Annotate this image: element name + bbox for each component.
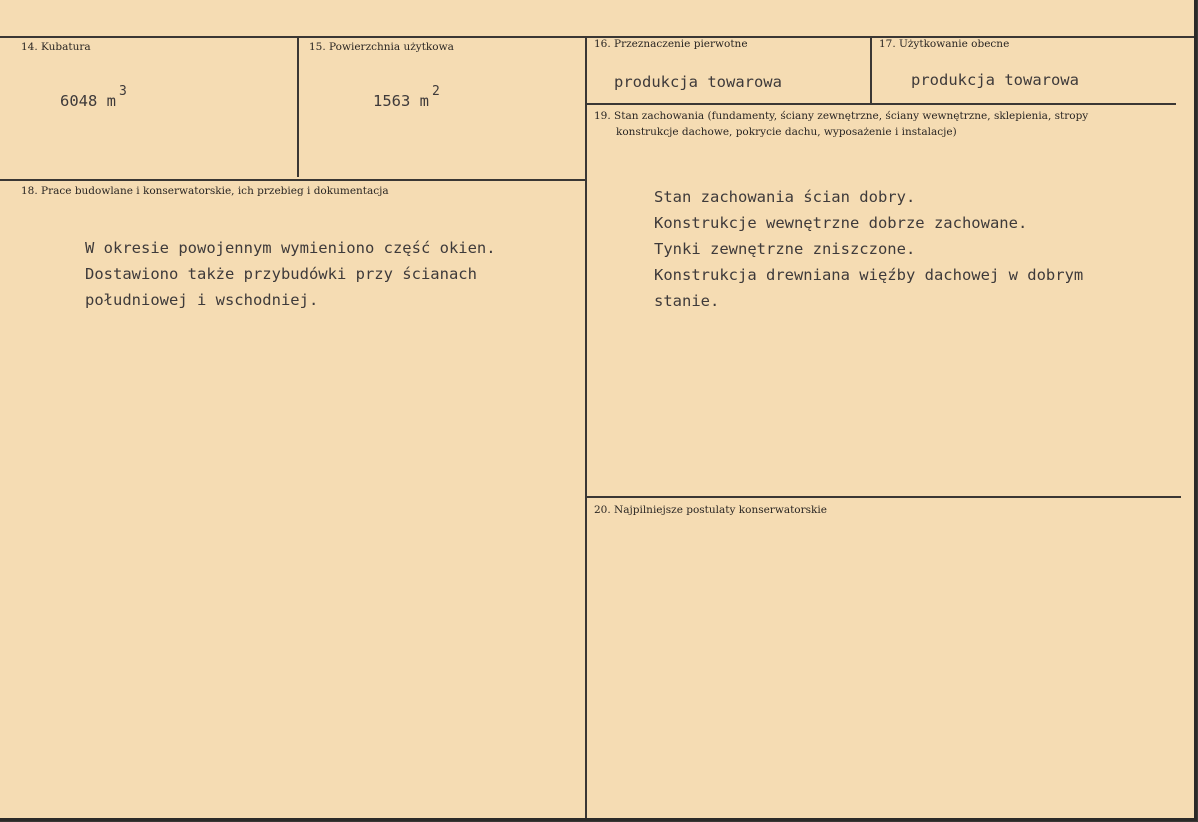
field-16-label: 16. Przeznaczenie pierwotne xyxy=(594,38,748,50)
field-18-line: W okresie powojennym wymieniono część okien. xyxy=(85,239,496,257)
field-19-line: Konstrukcja drewniana więźby dachowej w dobrym xyxy=(654,266,1084,284)
divider-row1-right xyxy=(586,103,1176,105)
field-20-label: 20. Najpilniejsze postulaty konserwatorskie xyxy=(594,504,827,516)
field-17-value: produkcja towarowa xyxy=(911,71,1079,89)
field-14-number: 6048 m xyxy=(60,92,116,110)
field-18-line: południowej i wschodniej. xyxy=(85,291,319,309)
divider-16-17 xyxy=(870,37,872,103)
divider-center xyxy=(585,37,587,818)
field-15-value xyxy=(373,84,440,110)
field-14-unit-superscript: 3 xyxy=(119,84,127,99)
field-19-label-line1: 19. Stan zachowania (fundamenty, ściany zewnętrzne, ściany wewnętrzne, sklepienia, stropy xyxy=(594,110,1089,122)
divider-14-15 xyxy=(297,37,299,177)
divider-19-20 xyxy=(586,496,1181,498)
field-19-line: Tynki zewnętrzne zniszczone. xyxy=(654,240,916,258)
field-15-number: 1563 m xyxy=(373,92,429,110)
field-14-value xyxy=(60,84,127,110)
field-19-line: Stan zachowania ścian dobry. xyxy=(654,188,916,206)
field-18-label: 18. Prace budowlane i konserwatorskie, ich przebieg i dokumentacja xyxy=(21,185,389,197)
field-17-label: 17. Użytkowanie obecne xyxy=(879,38,1010,50)
field-15-label: 15. Powierzchnia użytkowa xyxy=(309,41,454,53)
field-15-unit-superscript: 2 xyxy=(432,84,440,99)
field-16-value: produkcja towarowa xyxy=(614,73,782,91)
field-19-text xyxy=(654,184,1083,314)
field-19-label-line2: konstrukcje dachowe, pokrycie dachu, wyposażenie i instalacje) xyxy=(616,126,957,138)
field-14-label: 14. Kubatura xyxy=(21,41,91,53)
field-19-line: stanie. xyxy=(654,292,720,310)
field-18-text xyxy=(85,235,496,313)
field-18-line: Dostawiono także przybudówki przy ścianach xyxy=(85,265,477,283)
field-19-line: Konstrukcje wewnętrzne dobrze zachowane. xyxy=(654,214,1028,232)
divider-row1-left xyxy=(0,179,585,181)
